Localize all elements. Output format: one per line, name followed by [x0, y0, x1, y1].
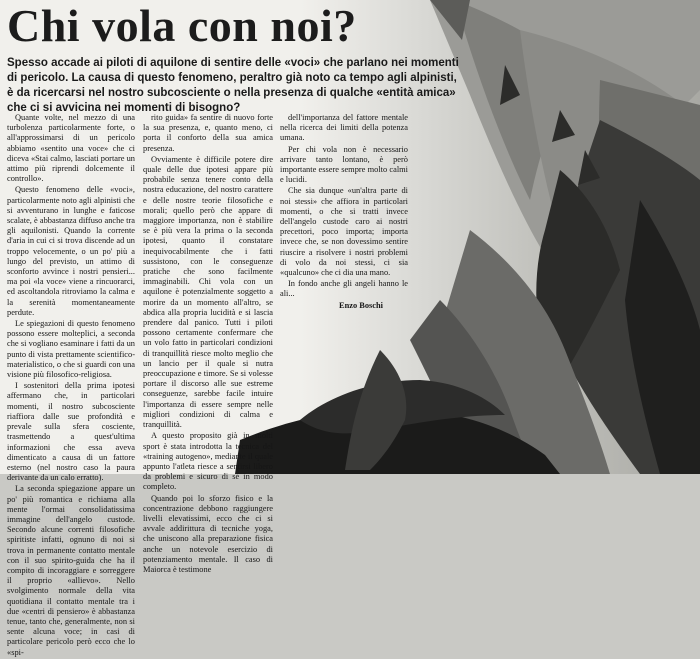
paragraph: Che sia dunque «un'altra parte di noi stessi» che affiora in particolari momenti, o che si tratti invece dell'angelo custode caro ai nostri precettori, poco importa; importa invece che, se non dovessimo sentire riuscire a risolvere i nostri problemi di volo da noi stessi, ci sia «qualcuno» che ci dia una mano. [280, 186, 408, 278]
paragraph: Quando poi lo sforzo fisico e la concentrazione debbono raggiungere livelli elevatissimi, ecco che ci si avvale addirittura di tecniche yoga, che uniscono alla preparazione fisica anche un notevole esercizio di potenziamento mentale. Il caso di Maiorca è testimone [143, 493, 273, 574]
paragraph: Quante volte, nel mezzo di una turbolenza particolarmente forte, o all'approssimarsi di un pericolo abbiamo «sentito una voce» che ci diceva «Stai calmo, lasciati portare un attimo più riprendi dolcemente il controllo». [7, 113, 135, 184]
paragraph: dell'importanza del fattore mentale nella ricerca dei limiti della potenza umana. [280, 113, 408, 143]
headline: Chi vola con noi? [7, 0, 357, 51]
lead-paragraph: Spesso accade ai piloti di aquilone di sentire delle «voci» che parlano nei momenti di pericolo. La causa di questo fenomeno, peraltro già noto ca tempo agli alpinisti, è da ricercarsi nel nostro subcosciente o nella presenza di qualche «entità amica» che ci si avvicina nei momenti di bisogno? [7, 57, 459, 114]
paragraph: A questo proposito già in molti sport è stata introdotta la tecnica del «training autogeno», mediante il quale appunto l'atleta riesce a sentirsi libero da problemi e sicuro di sé in modo completo. [143, 431, 273, 492]
paragraph: In fondo anche gli angeli hanno le ali... [280, 279, 408, 299]
text-column-1 [7, 113, 135, 659]
paragraph: Ovviamente è difficile potere dire quale delle due ipotesi appare più probabile senza tenere conto della nostra educazione, del nostro carattere e delle nostre teorie filosofiche e morali; quello però che appare di maggiore importanza, non è stabilire se è più vera la prima o la seconda ipotesi, quanto il constatare inequivocabilmente che i fatti sussistono, con le conseguenze pratiche che sono facilmente immaginabili. Chi vola con un aquilone è potenzialmente soggetto a morire da un momento all'altro, se abdica alla propria lucidità e si lascia prendere dal panico. Tutti i piloti possono certamente confermare che un volo fatto in particolari condizioni di tranquillità riesce molto meglio che un lancio per il quale si nutra preoccupazione e timore. Se si volesse portare il discorso alle sue estreme conseguenze, sarebbe facile intuire l'importanza di essere sempre nelle migliori condizioni di calma e tranquillità. [143, 154, 273, 430]
paragraph: I sostenitori della prima ipotesi affermano che, in particolari momenti, il nostro subcosciente riaffiora dalle sue profondità e prevale sulla sfera cosciente, trasmettendo a quest'ultima informazioni che essa aveva dimenticato a causa di un fattore esterno (nel nostro caso la paura derivante da un calo erratto). [7, 381, 135, 483]
text-column-2 [143, 113, 273, 576]
paragraph: Per chi vola non è necessario arrivare tanto lontano, è però importante essere sempre molto calmi e lucidi. [280, 144, 408, 185]
paragraph: La seconda spiegazione appare un po' più romantica e richiama alla mente l'ormai consolidatissima immagine dell'angelo custode. Secondo alcune correnti filosofiche spiritiste infatti, ognuno di noi si trova in permanente contatto mentale con il suo spirito-guida che ha il compito di incoraggiare e sorreggere il proprio «allievo». Nello svolgimento normale della vita quotidiana il contatto mentale tra i due «centri di pensiero» è abbastanza tenue, tanto che, generalmente, non si sente alcuna voce; in casi di particolare pericolo però ecco che lo «spi- [7, 484, 135, 657]
text-column-3 [280, 113, 408, 312]
paragraph: Questo fenomeno delle «voci», particolarmente noto agli alpinisti che si avventurano in lunghe e faticose scalate, è abbastanza diffuso anche tra gli aquilonisti. Quando la corrente d'aria in cui ci si trova discende ad un troppo velocemente, o un po' più a lungo del previsto, un attimo di sconforto avvince i nostri pensieri... ma poi «la voce» viene a rincuorarci, ed ascoltandola ritroviamo la calma e la serenità momentaneamente perdute. [7, 185, 135, 317]
author-signature: Enzo Boschi [339, 300, 383, 310]
paragraph: rito guida» fa sentire di nuovo forte la sua presenza, e, quanto meno, ci porta il conforto della sua amica presenza. [143, 113, 273, 153]
paragraph: Le spiegazioni di questo fenomeno possono essere molteplici, a seconda che si vogliano esaminare i fatti da un punto di vista prettamente scientifico-materialistico, o che si guardi con una visione più filosofico-religiosa. [7, 319, 135, 380]
